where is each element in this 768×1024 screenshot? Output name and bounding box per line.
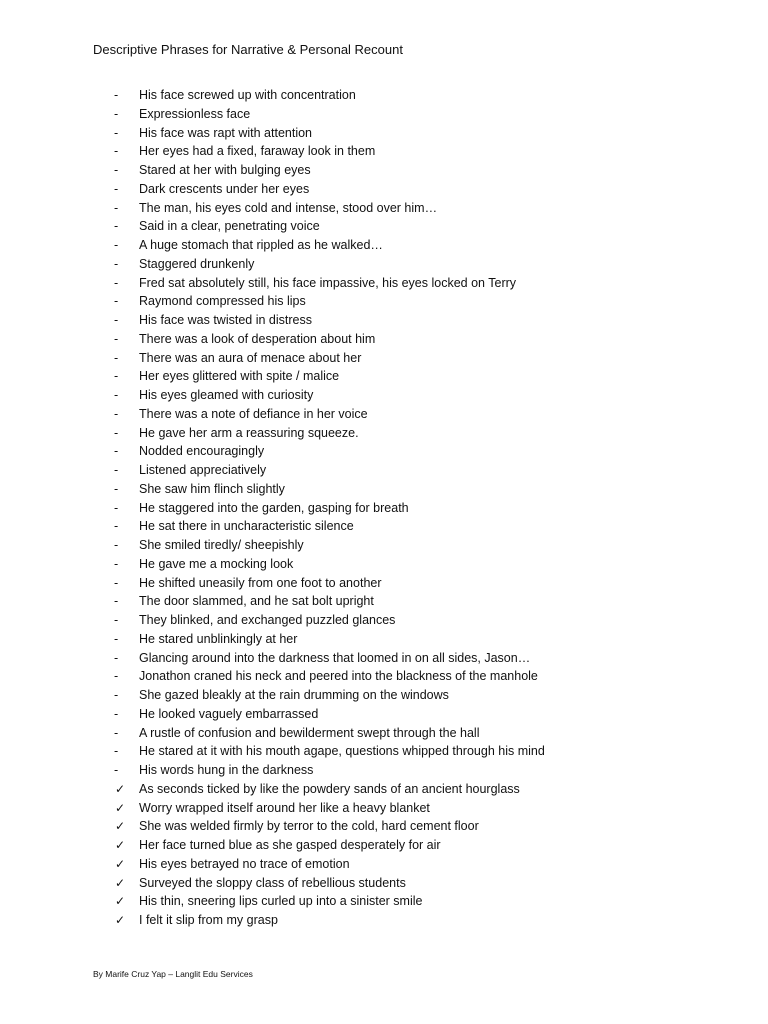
list-item xyxy=(0,724,768,743)
phrase-text: There was a note of defiance in her voice xyxy=(139,406,368,421)
dash-bullet: - xyxy=(114,350,119,365)
phrase-text: He stared unblinkingly at her xyxy=(139,631,298,646)
phrase-text: Staggered drunkenly xyxy=(139,256,255,271)
phrase-text: Fred sat absolutely still, his face impassive, his eyes locked on Terry xyxy=(139,275,517,290)
phrase-text: Worry wrapped itself around her like a heavy blanket xyxy=(139,800,430,815)
phrase-text: A huge stomach that rippled as he walked… xyxy=(139,238,383,252)
list-item xyxy=(0,630,768,649)
phrase-text: She gazed bleakly at the rain drumming on the windows xyxy=(139,688,449,702)
dash-bullet: - xyxy=(114,388,119,402)
phrase-text: Glancing around into the darkness that loomed in on all sides, Jason… xyxy=(139,650,531,665)
phrase-text: His eyes betrayed no trace of emotion xyxy=(139,856,350,871)
dash-bullet: - xyxy=(114,181,119,196)
dash-bullet: - xyxy=(114,406,119,421)
phrase-text: She smiled tiredly/ sheepishly xyxy=(139,538,304,552)
dash-bullet: - xyxy=(114,688,119,702)
list-item xyxy=(0,836,768,855)
list-item xyxy=(0,86,768,105)
phrase-text: His face screwed up with concentration xyxy=(139,88,356,102)
phrase-text: He staggered into the garden, gasping for breath xyxy=(139,500,409,515)
dash-bullet: - xyxy=(114,313,119,327)
list-item xyxy=(0,424,768,443)
list-item xyxy=(0,161,768,180)
list-item xyxy=(0,874,768,893)
list-item xyxy=(0,311,768,330)
list-item xyxy=(0,217,768,236)
phrase-text: Jonathon craned his neck and peered into the blackness of the manhole xyxy=(139,669,538,684)
page-title: Descriptive Phrases for Narrative & Personal Recount xyxy=(93,42,403,57)
dash-bullet: - xyxy=(114,200,119,215)
dash-bullet: - xyxy=(114,463,119,477)
list-item xyxy=(0,386,768,405)
list-item xyxy=(0,574,768,593)
check-icon: ✓ xyxy=(115,875,126,890)
dash-bullet: - xyxy=(114,669,119,684)
phrase-text: There was an aura of menace about her xyxy=(139,350,362,365)
list-item xyxy=(0,592,768,611)
list-item xyxy=(0,686,768,705)
phrase-text: Expressionless face xyxy=(139,106,251,121)
dash-bullet: - xyxy=(114,538,119,552)
dash-bullet: - xyxy=(114,219,119,234)
list-item xyxy=(0,480,768,499)
dash-bullet: - xyxy=(114,238,119,252)
phrase-text: She was welded firmly by terror to the cold, hard cement floor xyxy=(139,819,479,834)
check-icon: ✓ xyxy=(115,800,126,815)
phrase-text: Listened appreciatively xyxy=(139,463,267,477)
phrase-text: Her eyes glittered with spite / malice xyxy=(139,369,340,384)
list-item xyxy=(0,817,768,836)
dash-bullet: - xyxy=(114,88,119,102)
list-item xyxy=(0,649,768,668)
list-item xyxy=(0,555,768,574)
phrase-text: Surveyed the sloppy class of rebellious students xyxy=(139,875,406,890)
dash-bullet: - xyxy=(114,369,119,384)
list-item xyxy=(0,705,768,724)
dash-bullet: - xyxy=(114,106,119,121)
dash-bullet: - xyxy=(114,594,119,609)
phrase-text: Nodded encouragingly xyxy=(139,444,265,459)
dash-bullet: - xyxy=(114,631,119,646)
list-item xyxy=(0,292,768,311)
dash-bullet: - xyxy=(114,275,119,290)
check-icon: ✓ xyxy=(115,913,126,927)
dash-bullet: - xyxy=(114,744,119,759)
list-item xyxy=(0,536,768,555)
dash-bullet: - xyxy=(114,706,119,721)
list-item xyxy=(0,799,768,818)
footer-credit: By Marife Cruz Yap – Langlit Edu Services xyxy=(93,969,253,979)
dash-bullet: - xyxy=(114,725,119,740)
list-item xyxy=(0,255,768,274)
phrase-text: As seconds ticked by like the powdery sands of an ancient hourglass xyxy=(139,781,520,796)
phrase-text: He stared at it with his mouth agape, questions whipped through his mind xyxy=(139,744,545,759)
dash-bullet: - xyxy=(114,331,119,346)
list-item xyxy=(0,892,768,911)
list-item xyxy=(0,499,768,518)
dash-bullet: - xyxy=(114,294,119,309)
phrase-text: Stared at her with bulging eyes xyxy=(139,163,311,177)
check-icon: ✓ xyxy=(115,819,126,834)
check-icon: ✓ xyxy=(115,856,126,871)
check-icon: ✓ xyxy=(115,781,126,796)
list-item xyxy=(0,199,768,218)
list-item xyxy=(0,367,768,386)
list-item xyxy=(0,855,768,874)
phrase-text: Raymond compressed his lips xyxy=(139,294,306,309)
list-item xyxy=(0,105,768,124)
dash-bullet: - xyxy=(114,519,119,534)
phrase-text: The door slammed, and he sat bolt upright xyxy=(139,594,374,609)
phrase-text: His face was rapt with attention xyxy=(139,125,312,140)
phrase-text: He sat there in uncharacteristic silence xyxy=(139,519,354,534)
phrase-text: His eyes gleamed with curiosity xyxy=(139,388,314,402)
phrase-text: Her eyes had a fixed, faraway look in them xyxy=(139,144,376,159)
list-item xyxy=(0,780,768,799)
phrase-text: He looked vaguely embarrassed xyxy=(139,706,319,721)
dash-bullet: - xyxy=(114,763,119,777)
phrase-text: Her face turned blue as she gasped desperately for air xyxy=(139,838,441,852)
dash-bullet: - xyxy=(114,163,119,177)
list-item xyxy=(0,349,768,368)
phrase-text: His face was twisted in distress xyxy=(139,313,312,327)
list-item xyxy=(0,405,768,424)
list-item xyxy=(0,517,768,536)
phrase-text: She saw him flinch slightly xyxy=(139,481,285,496)
list-item xyxy=(0,124,768,143)
dash-bullet: - xyxy=(114,650,119,665)
dash-bullet: - xyxy=(114,481,119,496)
phrase-list xyxy=(0,86,768,930)
list-item xyxy=(0,180,768,199)
phrase-text: His thin, sneering lips curled up into a sinister smile xyxy=(139,894,423,909)
phrase-text: The man, his eyes cold and intense, stood over him… xyxy=(139,200,438,215)
dash-bullet: - xyxy=(114,144,119,159)
list-item xyxy=(0,236,768,255)
phrase-text: He gave me a mocking look xyxy=(139,556,294,571)
dash-bullet: - xyxy=(114,613,119,627)
dash-bullet: - xyxy=(114,425,119,440)
list-item xyxy=(0,611,768,630)
phrase-text: Dark crescents under her eyes xyxy=(139,181,310,196)
list-item xyxy=(0,461,768,480)
phrase-text: He gave her arm a reassuring squeeze. xyxy=(139,425,359,440)
list-item xyxy=(0,274,768,293)
list-item xyxy=(0,667,768,686)
phrase-text: I felt it slip from my grasp xyxy=(139,913,278,927)
list-item xyxy=(0,330,768,349)
phrase-text: There was a look of desperation about him xyxy=(139,331,376,346)
phrase-text: They blinked, and exchanged puzzled glances xyxy=(139,613,396,627)
dash-bullet: - xyxy=(114,500,119,515)
list-item xyxy=(0,761,768,780)
dash-bullet: - xyxy=(114,556,119,571)
list-item xyxy=(0,142,768,161)
list-item xyxy=(0,442,768,461)
check-icon: ✓ xyxy=(115,894,126,909)
phrase-text: A rustle of confusion and bewilderment swept through the hall xyxy=(139,725,480,740)
check-icon: ✓ xyxy=(115,838,126,852)
dash-bullet: - xyxy=(114,125,119,140)
dash-bullet: - xyxy=(114,575,119,590)
phrase-text: Said in a clear, penetrating voice xyxy=(139,219,320,234)
list-item xyxy=(0,911,768,930)
list-item xyxy=(0,742,768,761)
dash-bullet: - xyxy=(114,256,119,271)
dash-bullet: - xyxy=(114,444,119,459)
phrase-text: His words hung in the darkness xyxy=(139,763,314,777)
phrase-text: He shifted uneasily from one foot to another xyxy=(139,575,382,590)
